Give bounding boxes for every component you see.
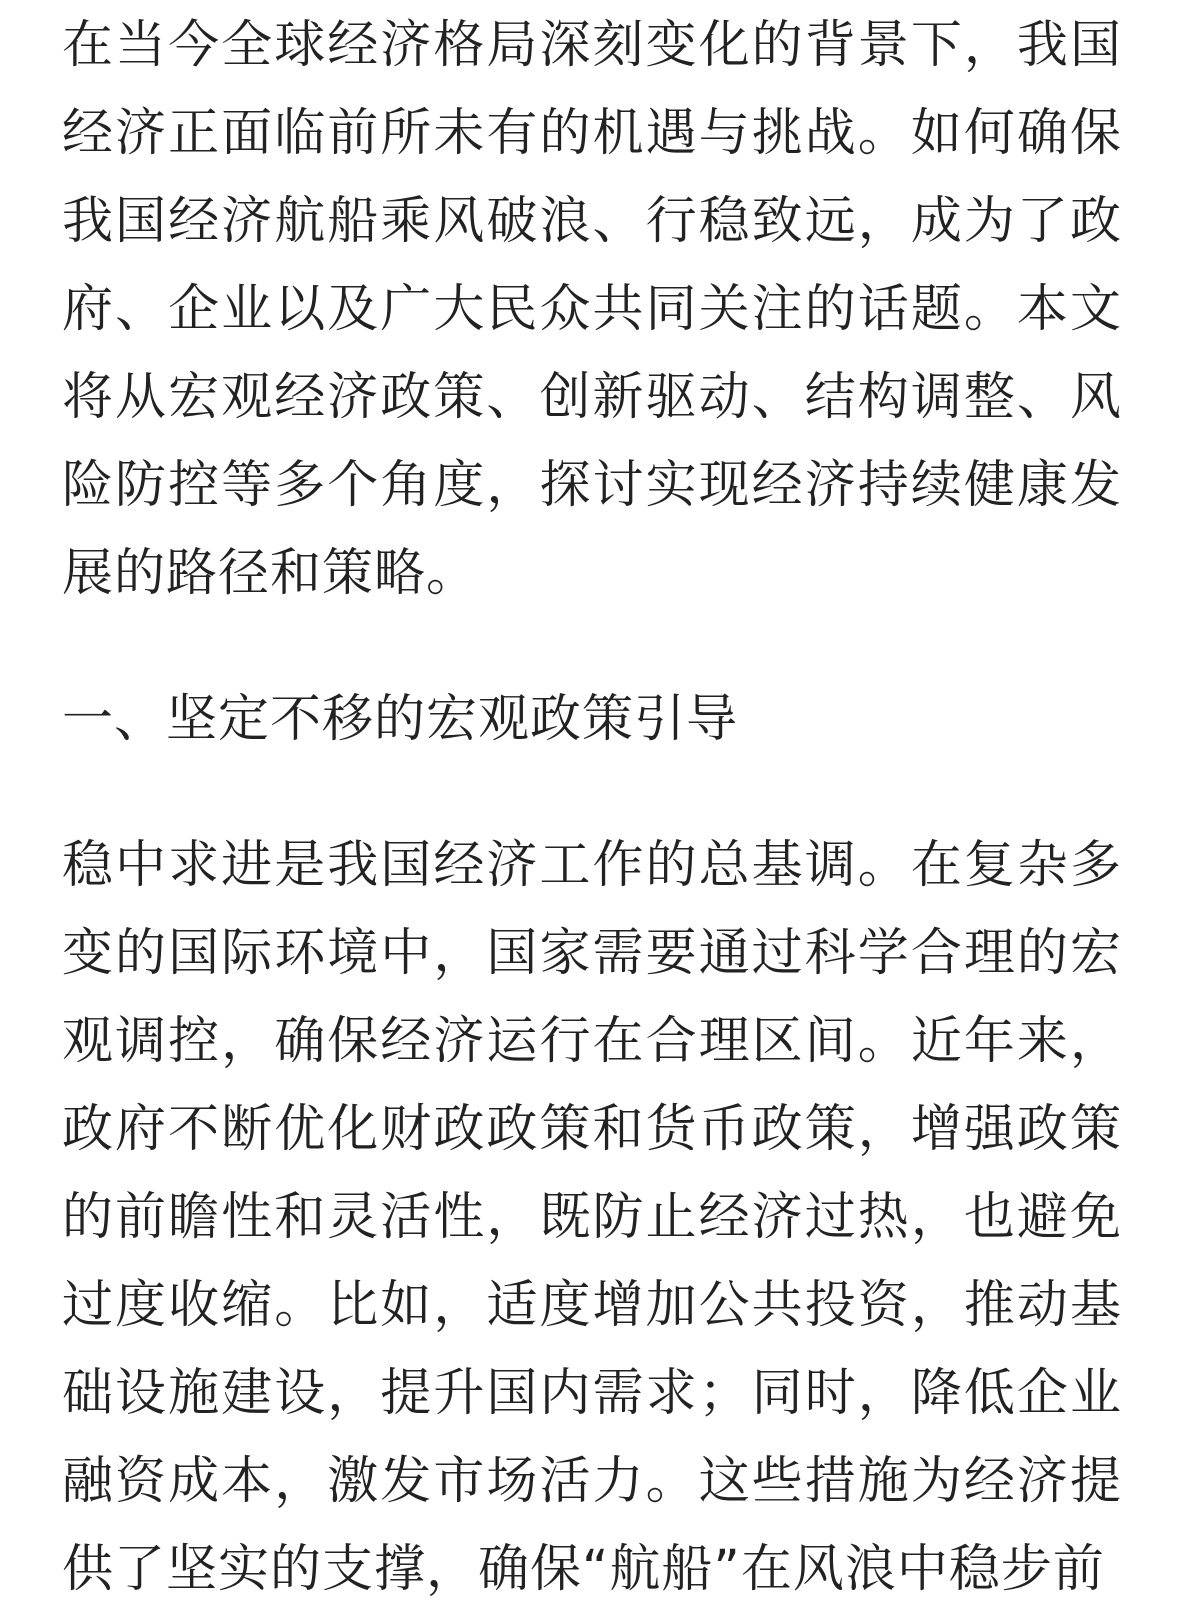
section-paragraph: 稳中求进是我国经济工作的总基调。在复杂多变的国际环境中，国家需要通过科学合理的宏观调控，确保经济运行在合理区间。近年来，政府不断优化财政政策和货币政策，增强政策的前瞻性和灵活性，既防止经济过热，也避免过度收缩。比如，适度增加公共投资，推动基础设施建设，提升国内需求；同时，降低企业融资成本，激发市场活力。这些措施为经济提供了坚实的支撑，确保“航船”在风浪中稳步前 — [62, 836, 1122, 1599]
section-heading: 一、坚定不移的宏观政策引导 — [62, 690, 739, 749]
article-body — [62, 0, 1122, 1614]
intro-paragraph: 在当今全球经济格局深刻变化的背景下，我国经济正面临前所未有的机遇与挑战。如何确保我国经济航船乘风破浪、行稳致远，成为了政府、企业以及广大民众共同关注的话题。本文将从宏观经济政策、创新驱动、结构调整、风险防控等多个角度，探讨实现经济持续健康发展的路径和策略。 — [62, 16, 1122, 603]
